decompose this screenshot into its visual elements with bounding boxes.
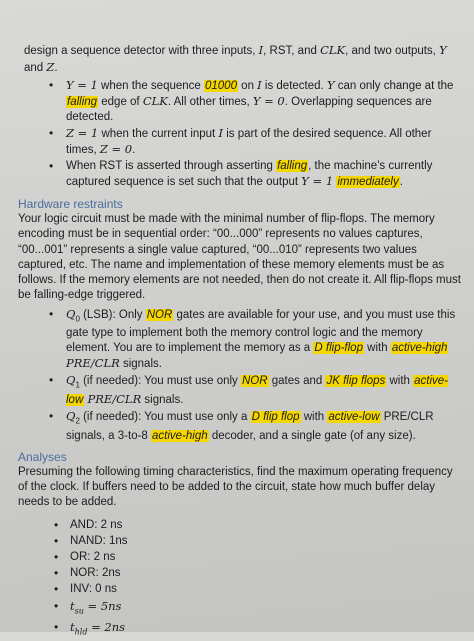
highlight-active-high: active-high (152, 429, 208, 442)
timing-item: • NOR: 2ns (54, 565, 462, 581)
highlight-immediately: immediately (337, 176, 399, 188)
highlight-falling: falling (277, 160, 308, 172)
timing-item: • AND: 2 ns (54, 517, 462, 533)
hardware-paragraph: Your logic circuit must be made with the minimal number of flip-flops. The memory encoding must be in sequential order: “00...000” represents no values captures, “00...001” represents a single value captured, “00...010” represents two values captured, etc. The name and implementation of these memory elements must be as follows. If the memory elements are not needed, then do not create it. All flip-flops must be falling-edge triggered. (18, 213, 461, 302)
memory-item-q1: • $Q_1$ (if needed): You must use only NOR gates and JK flip flops with active-low PRE/CLR signals. (50, 373, 462, 408)
timing-item-tsu: • $t_{su} = 5ns$ (54, 598, 462, 620)
analyses-paragraph: Presuming the following timing characteristics, find the maximum operating frequency of the clock. If buffers need to be added to the circuit, state how much buffer delay needs to be added. (18, 465, 453, 509)
highlight-dff: D flip-flop (314, 342, 363, 355)
highlight-dff: D flip flop (251, 411, 300, 424)
memory-element-list (18, 307, 462, 444)
spec-item-y: • Y = 1 when the sequence 01000 on I is detected. Y can only change at the falling edge of CLK. All other times, Y = 0. Overlapping sequences are detected. (50, 78, 462, 125)
timing-item: • OR: 2 ns (54, 549, 462, 565)
highlight-active-high: active-high (391, 342, 448, 355)
intro-text: design a sequence detector with three inputs, I, RST, and CLK, and two outputs, Y and Z. (24, 43, 447, 74)
highlight-nor: NOR (146, 308, 173, 321)
timing-list (18, 517, 462, 641)
highlight-sequence: 01000 (205, 80, 237, 92)
spec-list (18, 78, 462, 190)
spec-item-z: • Z = 1 when the current input I is part of the desired sequence. All other times, Z = 0. (50, 126, 462, 158)
highlight-jk: JK flip flops (326, 375, 386, 388)
highlight-active-low: active-low (328, 411, 380, 424)
timing-item-thld: • $t_{hld} = 2ns$ (54, 619, 462, 641)
highlight-nor: NOR (242, 375, 268, 388)
spec-item-rst: • When RST is asserted through asserting falling, the machine's currently captured sequence is set such that the output Y = 1 immediately. (50, 159, 462, 190)
section-heading-analyses: Analyses (18, 449, 67, 464)
timing-item: • NAND: 1ns (54, 533, 462, 549)
section-heading-hardware: Hardware restraints (18, 197, 123, 211)
memory-item-q0: • $Q_0$ (LSB): Only NOR gates are available for your use, and you must use this gate type to implement both the memory control logic and the memory element. You are to implement the memory as a D flip-flop with active-high PRE/CLR signals. (50, 307, 462, 372)
highlight-active-low: active-low (66, 375, 448, 407)
memory-item-q2: • $Q_2$ (if needed): You must use only a D flip flop with active-low PRE/CLR signals, a 3-to-8 active-high decoder, and a single gate (of any size). (50, 409, 462, 443)
highlight-falling: falling (67, 96, 98, 108)
timing-item: • INV: 0 ns (54, 581, 462, 597)
